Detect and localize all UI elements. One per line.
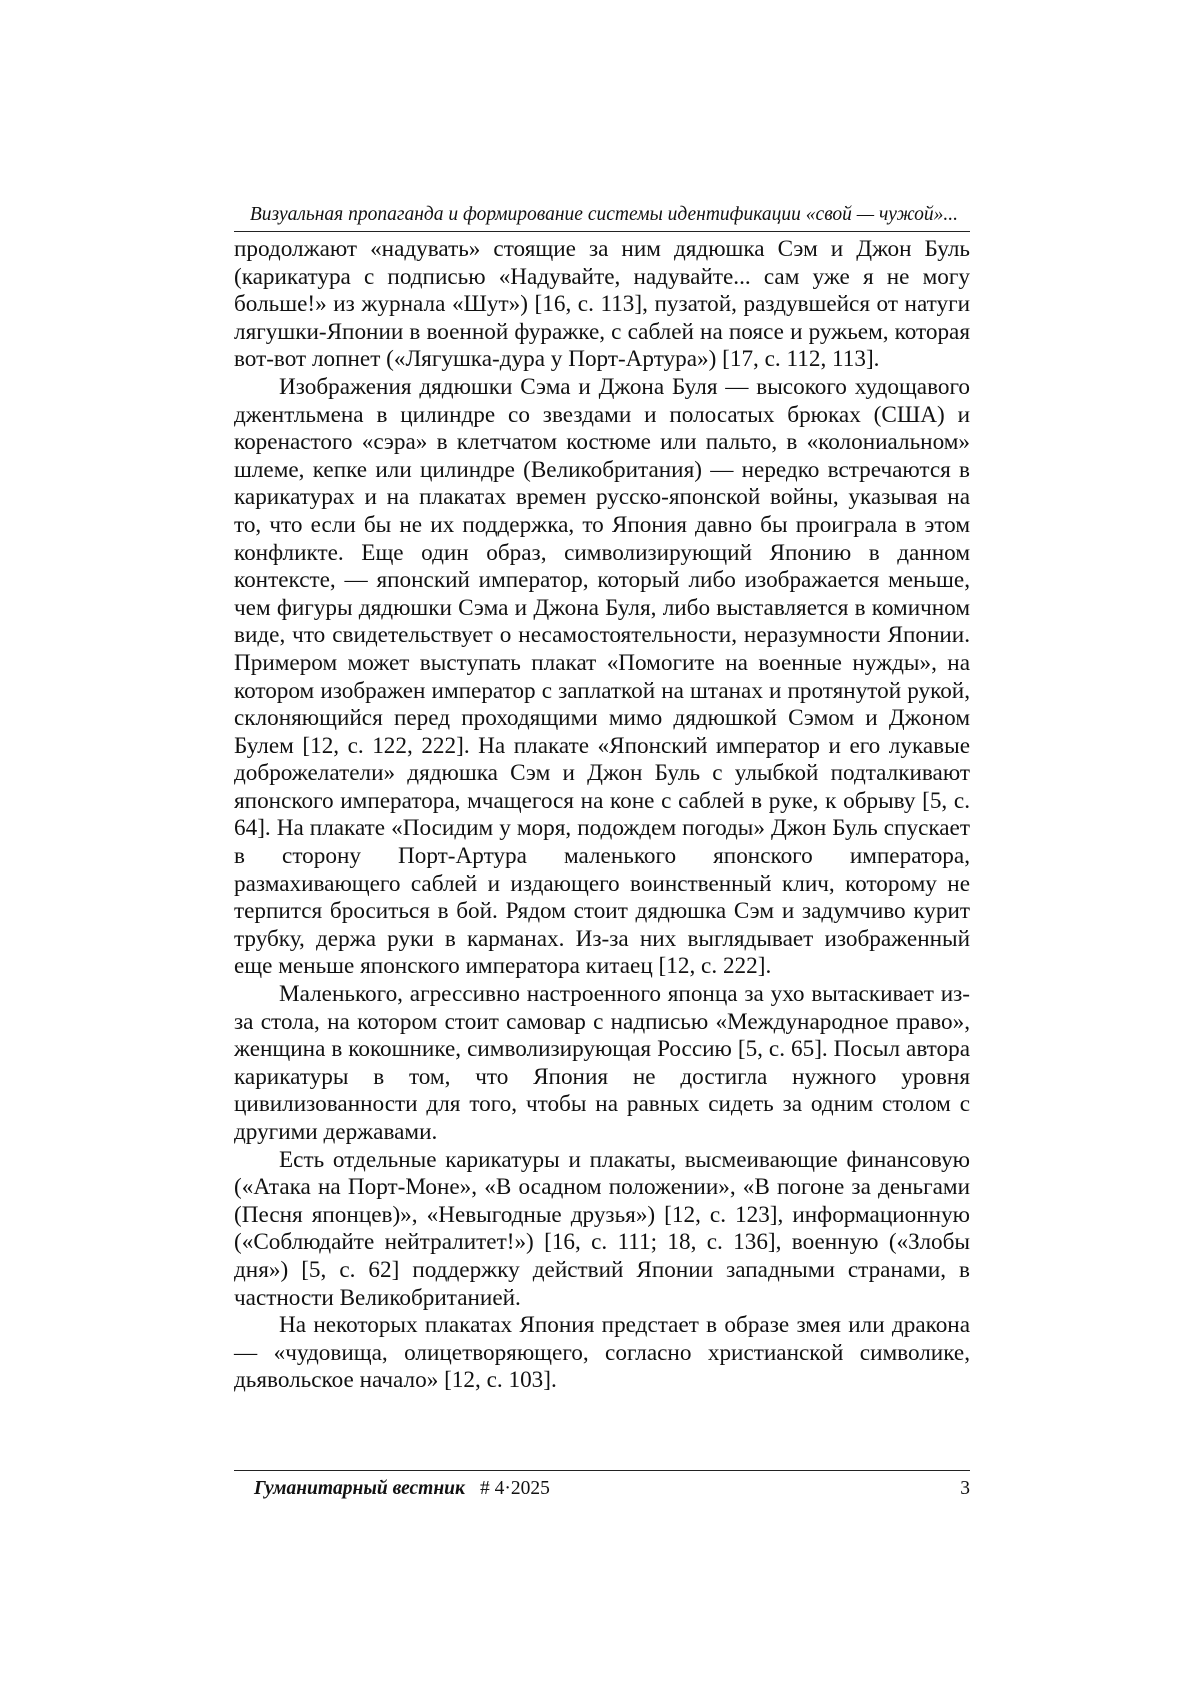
paragraph: Есть отдельные карикатуры и плакаты, высмеивающие финансовую («Атака на Порт-Моне», «В осадном положении», «В погоне за деньгами (Песня японцев)», «Невыгодные друзья») [12, с. 123], информационную («Соблюдайте нейтралитет!») [16, с. 111; 18, с. 136], военную («Злобы дня») [5, с. 62] поддержку действий Японии западными странами, в частности Великобританией. bbox=[234, 1146, 970, 1311]
running-header: Визуальная пропаганда и формирование системы идентификации «свой — чужой»... bbox=[234, 203, 970, 232]
page-number: 3 bbox=[960, 1478, 970, 1499]
paragraph: На некоторых плакатах Япония предстает в образе змея или дракона — «чудовища, олицетворяющего, согласно христианской символике, дьявольское начало» [12, с. 103]. bbox=[234, 1312, 970, 1394]
article-body bbox=[234, 236, 970, 1395]
page bbox=[234, 203, 970, 1395]
paragraph: Изображения дядюшки Сэма и Джона Буля — высокого худощавого джентльмена в цилиндре со звездами и полосатых брюках (США) и коренастого «сэра» в клетчатом костюме или пальто, в «колониальном» шлеме, кепке или цилиндре (Великобритания) — нередко встречаются в карикатурах и на плакатах времен русско-японской войны, указывая на то, что если бы не их поддержка, то Япония давно бы проиграла в этом конфликте. Еще один образ, символизирующий Японию в данном контексте, — японский император, который либо изображается меньше, чем фигуры дядюшки Сэма и Джона Буля, либо выставляется в комичном виде, что свидетельствует о несамостоятельности, неразумности Японии. Примером может выступать плакат «Помогите на военные нужды», на котором изображен император с заплаткой на штанах и протянутой рукой, склоняющийся перед проходящими мимо дядюшкой Сэмом и Джоном Булем [12, с. 122, 222]. На плакате «Японский император и его лукавые доброжелатели» дядюшка Сэм и Джон Буль с улыбкой подталкивают японского императора, мчащегося на коне с саблей в руке, к обрыву [5, с. 64]. На плакате «Посидим у моря, подождем погоды» Джон Буль спускает в сторону Порт-Артура маленького японского императора, размахивающего саблей и издающего воинственный клич, которому не терпится броситься в бой. Рядом стоит дядюшка Сэм и задумчиво курит трубку, держа руки в карманах. Из-за них выглядывает изображенный еще меньше японского императора китаец [12, с. 222]. bbox=[234, 373, 970, 980]
paragraph: Маленького, агрессивно настроенного японца за ухо вытаскивает из-за стола, на котором стоит самовар с надписью «Международное право», женщина в кокошнике, символизирующая Россию [5, с. 65]. Посыл автора карикатуры в том, что Япония не достигла нужного уровня цивилизованности для того, чтобы на равных сидеть за одним столом с другими державами. bbox=[234, 981, 970, 1145]
page-footer bbox=[234, 1470, 970, 1499]
issue-number: # 4·2025 bbox=[480, 1478, 550, 1499]
paragraph: продолжают «надувать» стоящие за ним дядюшка Сэм и Джон Буль (карикатура с подписью «Надувайте, надувайте... сам уже я не могу больше!» из журнала «Шут») [16, с. 113], пузатой, раздувшейся от натуги лягушки-Японии в военной фуражке, с саблей на поясе и ружьем, которая вот-вот лопнет («Лягушка-дура у Порт-Артура») [17, с. 112, 113]. bbox=[234, 236, 970, 373]
journal-name: Гуманитарный вестник bbox=[254, 1478, 465, 1499]
